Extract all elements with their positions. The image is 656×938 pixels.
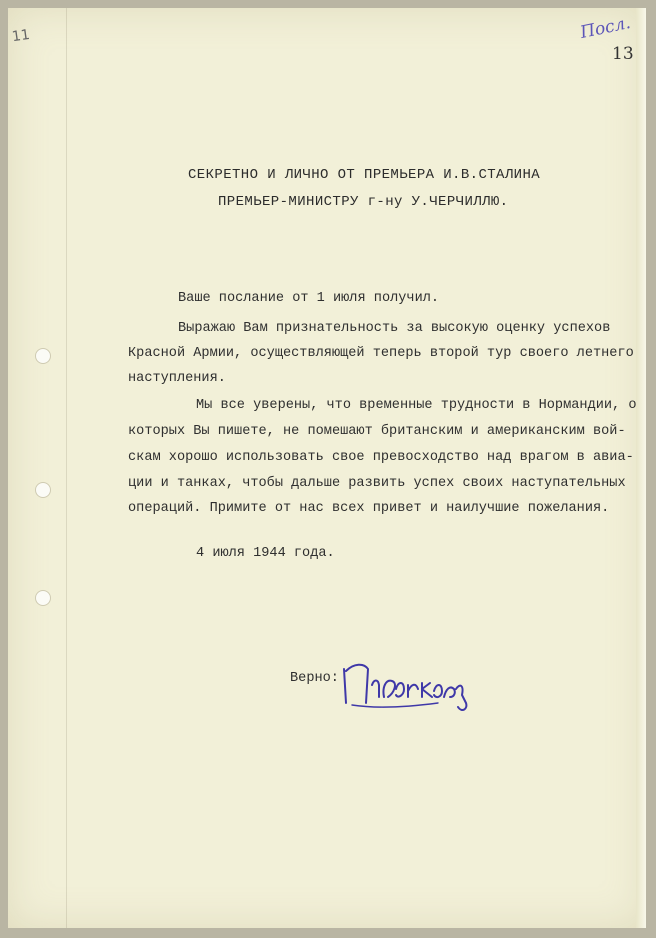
- page-number: 13: [612, 44, 634, 64]
- binding-line: [66, 8, 67, 928]
- body-line: Мы все уверены, что временные трудности в Нормандии, о: [196, 398, 637, 413]
- body-line: операций. Примите от нас всех привет и наилучшие пожелания.: [128, 501, 610, 516]
- document-page: [8, 8, 646, 928]
- heading-line-1: СЕКРЕТНО И ЛИЧНО ОТ ПРЕМЬЕРА И.В.СТАЛИНА: [188, 167, 541, 183]
- punch-hole: [35, 590, 51, 606]
- page-edge: [636, 8, 646, 928]
- verified-label: Верно:: [290, 671, 339, 686]
- body-line: Красной Армии, осуществляющей теперь второй тур своего летнего: [128, 346, 634, 361]
- handwritten-stamp: Поcл.: [578, 12, 633, 44]
- body-line: наступления.: [128, 371, 226, 386]
- body-line: которых Вы пишете, не помешают британским и американским вой-: [128, 424, 626, 439]
- body-line: скам хорошо использовать свое превосходство над врагом в авиа-: [128, 450, 634, 465]
- body-line: ции и танках, чтобы дальше развить успех своих наступательных: [128, 476, 626, 491]
- heading-line-2: ПРЕМЬЕР-МИНИСТРУ г-ну У.ЧЕРЧИЛЛЮ.: [218, 194, 509, 210]
- document-date: 4 июля 1944 года.: [196, 546, 335, 561]
- body-line: Ваше послание от 1 июля получил.: [178, 291, 440, 306]
- body-line: Выражаю Вам признательность за высокую оценку успехов: [178, 321, 611, 336]
- handwritten-signature: [338, 645, 474, 715]
- corner-mark: 11: [10, 26, 31, 46]
- punch-hole: [35, 482, 51, 498]
- punch-hole: [35, 348, 51, 364]
